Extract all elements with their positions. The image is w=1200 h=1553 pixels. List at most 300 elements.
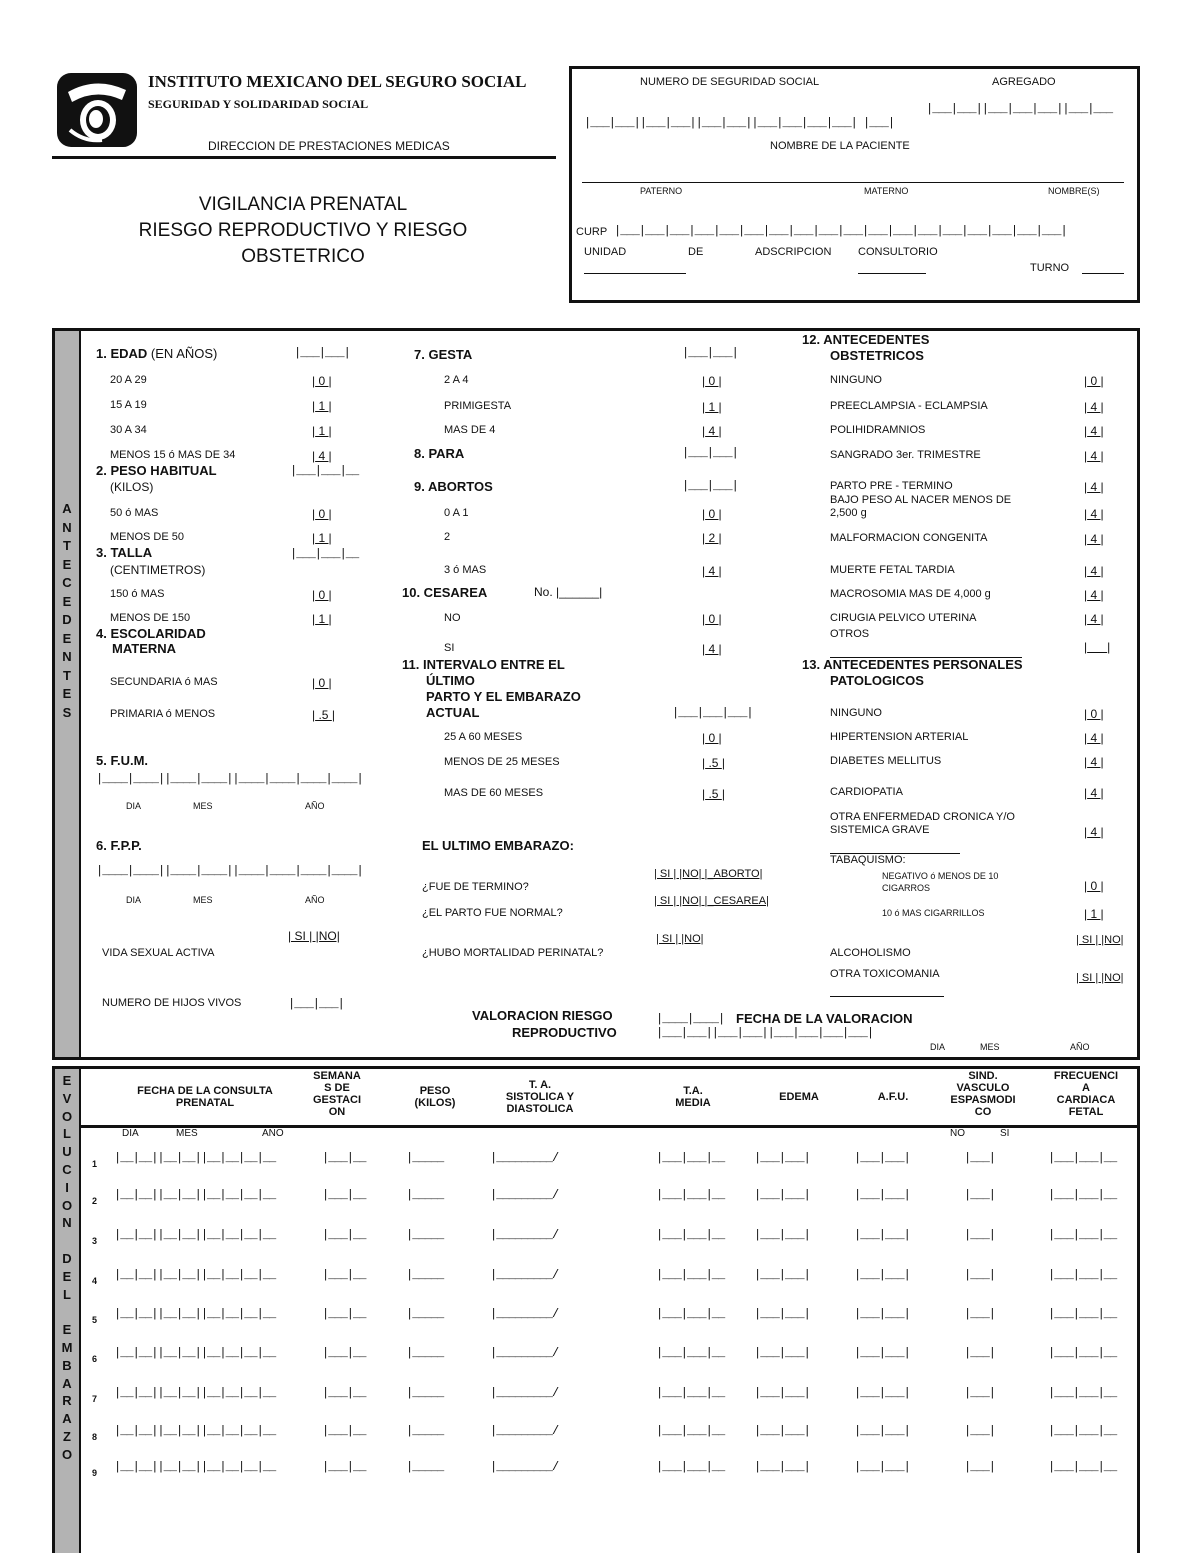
peso-option-code-1-value: 1 [315,531,329,545]
pers-option-code-2[interactable]: | 4 | [1084,755,1104,769]
escolaridad-title-1: 4. ESCOLARIDAD [96,626,206,641]
evol-no: NO [950,1128,965,1139]
materno-label: MATERNO [864,186,909,196]
q-termino: ¿FUE DE TERMINO? [422,881,529,893]
pers-option-code-0[interactable]: | 0 | [1084,707,1104,721]
edad-option-label-2: 30 A 34 [110,424,147,436]
obst-option-code-5-value: 4 [1087,507,1101,521]
patient-name-label: NOMBRE DE LA PACIENTE [770,140,910,152]
obst-option-code-3[interactable]: | 4 | [1084,449,1104,463]
talla-option-label-0: 150 ó MAS [110,588,165,600]
vida-sexual-options[interactable]: | SI | |NO| [288,929,340,943]
adscripcion-label: ADSCRIPCION [755,246,832,258]
evol-sind-field[interactable]: |___| [964,1460,996,1474]
evol-ta-field[interactable]: |_________/ [490,1424,559,1438]
valoracion-title-1: VALORACION RIESGO [472,1008,613,1023]
tabaquismo-option-code-0-value: 0 [1087,879,1101,893]
gesta-option-label-0: 2 A 4 [444,374,469,386]
gesta-option-code-2-value: 4 [705,424,719,438]
nss-field[interactable]: |___|___||___|___||___|___||___|___|___|___| |___| [584,116,895,130]
evol-ta-field[interactable]: |_________/ [490,1346,559,1360]
evol-ta-media-field[interactable]: |___|___|__ [656,1386,725,1400]
evol-fecha-field[interactable]: |__|__||__|__||__|__|__|__ [114,1346,276,1360]
alcoholismo-label: ALCOHOLISMO [830,947,911,959]
evol-edema-field[interactable]: |___|___| [754,1424,810,1438]
evol-peso-field[interactable]: |_____ [406,1307,444,1321]
pers-option-label-1: HIPERTENSION ARTERIAL [830,731,969,743]
fum-title: 5. F.U.M. [96,753,149,768]
pers-title-2: PATOLOGICOS [830,673,924,688]
escolaridad-option-code-1[interactable]: | .5 | [312,708,335,722]
form-title [52,192,554,270]
peso-option-code-1[interactable]: | 1 | [312,531,332,545]
pers-option-label-4: OTRA ENFERMEDAD CRONICA Y/O SISTEMICA GRAVE [830,811,1015,836]
pers-option-code-4-value: 4 [1087,825,1101,839]
evol-peso-field[interactable]: |_____ [406,1268,444,1282]
evol-ta-media-field[interactable]: |___|___|__ [656,1151,725,1165]
intervalo-option-label-0: 25 A 60 MESES [444,731,523,743]
obst-option-code-6[interactable]: | 4 | [1084,532,1104,546]
col-ta-header: T. A. SISTOLICA Y DIASTOLICA [505,1079,575,1115]
intervalo-title-2: ÚLTIMO [426,673,475,688]
edad-option-code-0[interactable]: | 0 | [312,374,332,388]
antecedentes-sidebar-edge [79,331,81,1057]
gesta-option-label-1: PRIMIGESTA [444,400,512,412]
edad-option-code-2[interactable]: | 1 | [312,424,332,438]
obst-option-code-9-value: 4 [1087,612,1101,626]
evol-peso-field[interactable]: |_____ [406,1460,444,1474]
vida-sexual-label: VIDA SEXUAL ACTIVA [102,947,215,959]
turno-field[interactable] [1082,273,1124,274]
nss-label: NUMERO DE SEGURIDAD SOCIAL [640,76,820,88]
q-parto-normal: ¿EL PARTO FUE NORMAL? [422,907,563,919]
col-peso-header: PESO (KILOS) [414,1085,456,1109]
otros-label: OTROS [830,628,870,640]
evol-semanas-field[interactable]: |___|__ [322,1188,366,1202]
edad-heading [96,346,217,361]
intervalo-title-4: ACTUAL [426,705,480,720]
para-title: 8. PARA [414,446,465,461]
gesta-title: 7. GESTA [414,347,473,362]
peso-field[interactable]: |___|___|__ [290,464,359,478]
evol-ta-field[interactable]: |_________/ [490,1386,559,1400]
evol-afu-field[interactable]: |___|___| [854,1151,910,1165]
escolaridad-option-code-0[interactable]: | 0 | [312,676,332,690]
evol-ta-field[interactable]: |_________/ [490,1151,559,1165]
intervalo-field[interactable]: |___|___|___| [672,706,753,720]
obst-option-code-7[interactable]: | 4 | [1084,564,1104,578]
talla-option-code-0[interactable]: | 0 | [312,588,332,602]
fpp-mes: MES [193,895,213,905]
evol-ta-field[interactable]: |_________/ [490,1460,559,1474]
evol-row-number: 9 [92,1468,98,1478]
edad-option-label-1: 15 A 19 [110,399,147,411]
q-mortalidad-options[interactable]: | SI | |NO| [656,933,704,945]
toxicomania-line[interactable] [830,996,944,997]
obst-option-code-0-value: 0 [1087,374,1101,388]
nombre-label: NOMBRE(S) [1048,186,1100,196]
edad-option-code-1[interactable]: | 1 | [312,399,332,413]
pers-option-code-1[interactable]: | 4 | [1084,731,1104,745]
evol-sind-field[interactable]: |___| [964,1424,996,1438]
evol-edema-field[interactable]: |___|___| [754,1346,810,1360]
gesta-option-code-1-value: 1 [705,400,719,414]
edad-option-label-3: MENOS 15 ó MAS DE 34 [110,449,236,461]
header-divider [52,156,556,159]
evol-afu-field[interactable]: |___|___| [854,1346,910,1360]
obst-option-code-2[interactable]: | 4 | [1084,424,1104,438]
obst-option-label-8: MACROSOMIA MAS DE 4,000 g [830,588,991,600]
evol-fecha-field[interactable]: |__|__||__|__||__|__|__|__ [114,1268,276,1282]
abortos-option-label-1: 2 [444,531,451,543]
obst-option-label-4: PARTO PRE - TERMINO [830,480,953,492]
valoracion-field[interactable]: |____|____| [656,1012,725,1026]
evol-fecha-field[interactable]: |__|__||__|__||__|__|__|__ [114,1307,276,1321]
obst-option-label-5: BAJO PESO AL NACER MENOS DE 2,500 g [830,494,1012,519]
intervalo-option-code-2[interactable]: | .5 | [702,787,725,801]
talla-option-code-0-value: 0 [315,588,329,602]
intervalo-option-code-1[interactable]: | .5 | [702,756,725,770]
evol-ta-media-field[interactable]: |___|___|__ [656,1424,725,1438]
col-semanas-header: SEMANA S DE GESTACI ON [312,1070,362,1118]
cesarea-option-code-0-value: 0 [705,612,719,626]
evol-fecha-field[interactable]: |__|__||__|__||__|__|__|__ [114,1188,276,1202]
evol-mes: MES [176,1128,198,1139]
evol-afu-field[interactable]: |___|___| [854,1307,910,1321]
fpp-title: 6. F.P.P. [96,838,142,853]
evol-frec-field[interactable]: |___|___|__ [1048,1346,1117,1360]
evol-row-number: 3 [92,1236,98,1246]
consultorio-field[interactable] [858,273,926,274]
q-parto-normal-options[interactable]: | SI | |NO| |_CESAREA| [654,895,769,907]
alcoholismo-options[interactable]: | SI | |NO| [1076,934,1124,946]
obst-option-label-9: CIRUGIA PELVICO UTERINA [830,612,977,624]
evol-dia: DIA [122,1128,139,1139]
abortos-field[interactable]: |___|___| [682,479,738,493]
evol-edema-field[interactable]: |___|___| [754,1460,810,1474]
obst-title-1: 12. ANTECEDENTES [802,332,930,347]
evol-peso-field[interactable]: |_____ [406,1424,444,1438]
fpp-anio: AÑO [305,895,325,905]
evol-semanas-field[interactable]: |___|__ [322,1268,366,1282]
evol-semanas-field[interactable]: |___|__ [322,1151,366,1165]
abortos-title: 9. ABORTOS [414,479,493,494]
abortos-option-code-0[interactable]: | 0 | [702,507,722,521]
col-fecha-header: FECHA DE LA CONSULTA PRENATAL [137,1085,273,1109]
fpp-dia: DIA [126,895,142,905]
obst-option-code-8-value: 4 [1087,588,1101,602]
evol-semanas-field[interactable]: |___|__ [322,1346,366,1360]
evol-frec-field[interactable]: |___|___|__ [1048,1228,1117,1242]
intervalo-title-3: PARTO Y EL EMBARAZO [426,689,581,704]
evol-anio: AÑO [262,1128,284,1139]
evol-sind-field[interactable]: |___| [964,1151,996,1165]
pers-option-code-2-value: 4 [1087,755,1101,769]
fum-mes: MES [193,801,213,811]
edad-title: 1. EDAD [96,346,148,361]
evol-ta-media-field[interactable]: |___|___|__ [656,1188,725,1202]
antecedentes-side-label: A N T E C E D E N T E S [62,501,72,720]
q-mortalidad: ¿HUBO MORTALIDAD PERINATAL? [422,947,604,959]
obst-option-label-0: NINGUNO [830,374,882,386]
obst-option-code-4[interactable]: | 4 | [1084,480,1104,494]
talla-title: 3. TALLA [96,545,153,560]
peso-option-label-0: 50 ó MAS [110,507,159,519]
evol-ta-field[interactable]: |_________/ [490,1307,559,1321]
intervalo-option-code-0[interactable]: | 0 | [702,731,722,745]
evol-sind-field[interactable]: |___| [964,1307,996,1321]
evol-fecha-field[interactable]: |__|__||__|__||__|__|__|__ [114,1424,276,1438]
evol-ta-field[interactable]: |_________/ [490,1268,559,1282]
intervalo-option-code-2-value: .5 [705,787,722,801]
direction-label: DIRECCION DE PRESTACIONES MEDICAS [208,139,450,153]
valoracion-dia: DIA [930,1042,946,1052]
evol-si: SI [1000,1128,1010,1139]
obst-option-code-2-value: 4 [1087,424,1101,438]
col-sind-header: SIND. VASCULO ESPASMODI CO [950,1070,1016,1118]
edad-subtitle: (EN AÑOS) [150,346,218,361]
evol-fecha-field[interactable]: |__|__||__|__||__|__|__|__ [114,1151,276,1165]
evol-semanas-field[interactable]: |___|__ [322,1307,366,1321]
institution-name: INSTITUTO MEXICANO DEL SEGURO SOCIAL [148,72,527,91]
curp-field[interactable]: |___|___|___|___|___|___|___|___|___|___|___|___|___|___|___|___|___|___| [614,224,1067,238]
q-termino-options[interactable]: | SI | |NO| |_ABORTO| [654,868,763,880]
peso-option-code-0[interactable]: | 0 | [312,507,332,521]
evol-fecha-field[interactable]: |__|__||__|__||__|__|__|__ [114,1228,276,1242]
tabaquismo-option-code-1-value: 1 [1087,907,1101,921]
evol-row-number: 6 [92,1354,98,1364]
imss-logo [56,72,138,148]
tabaquismo-label: TABAQUISMO: [830,854,906,866]
peso-option-label-1: MENOS DE 50 [110,531,184,543]
evol-ta-media-field[interactable]: |___|___|__ [656,1268,725,1282]
evol-row-number: 1 [92,1159,98,1169]
pers-option-label-3: CARDIOPATIA [830,786,903,798]
evol-row-number: 4 [92,1276,98,1286]
evol-peso-field[interactable]: |_____ [406,1386,444,1400]
evol-row-number: 2 [92,1196,98,1206]
col-frec-header: FRECUENCI A CARDIACA FETAL [1053,1070,1119,1118]
pers-option-code-4[interactable]: | 4 | [1084,825,1104,839]
evol-row-number: 5 [92,1315,98,1325]
evol-fecha-field[interactable]: |__|__||__|__||__|__|__|__ [114,1386,276,1400]
abortos-option-code-2[interactable]: | 4 | [702,564,722,578]
abortos-option-label-2: 3 ó MAS [444,564,487,576]
para-field[interactable]: |___|___| [682,446,738,460]
evol-afu-field[interactable]: |___|___| [854,1188,910,1202]
evol-peso-field[interactable]: |_____ [406,1346,444,1360]
edad-field[interactable]: |___|___| [294,346,350,360]
gesta-option-code-1[interactable]: | 1 | [702,400,722,414]
abortos-option-code-0-value: 0 [705,507,719,521]
evol-ta-field[interactable]: |_________/ [490,1188,559,1202]
evol-afu-field[interactable]: |___|___| [854,1228,910,1242]
talla-option-code-1[interactable]: | 1 | [312,612,332,626]
obst-option-code-6-value: 4 [1087,532,1101,546]
evol-row-number: 8 [92,1432,98,1442]
evol-semanas-field[interactable]: |___|__ [322,1386,366,1400]
obst-title-2: OBSTETRICOS [830,348,924,363]
edad-option-code-2-value: 1 [315,424,329,438]
evol-frec-field[interactable]: |___|___|__ [1048,1424,1117,1438]
evol-peso-field[interactable]: |_____ [406,1228,444,1242]
cesarea-option-code-1-value: 4 [705,642,719,656]
col-edema-header: EDEMA [779,1091,819,1103]
edad-option-code-3[interactable]: | 4 | [312,449,332,463]
pers-title-1: 13. ANTECEDENTES PERSONALES [802,657,1023,672]
cesarea-option-label-1: SI [444,642,455,654]
pers-option-code-3[interactable]: | 4 | [1084,786,1104,800]
evol-fecha-field[interactable]: |__|__||__|__||__|__|__|__ [114,1460,276,1474]
title-line-3: OBSTETRICO [241,246,365,267]
evol-semanas-field[interactable]: |___|__ [322,1460,366,1474]
gesta-option-code-2[interactable]: | 4 | [702,424,722,438]
obst-option-label-7: MUERTE FETAL TARDIA [830,564,955,576]
unidad-field[interactable] [584,273,686,274]
consultorio-label: CONSULTORIO [858,246,938,258]
cesarea-title: 10. CESAREA [402,585,488,600]
talla-option-label-1: MENOS DE 150 [110,612,191,624]
cesarea-option-code-0[interactable]: | 0 | [702,612,722,626]
agregado-field[interactable]: |___|___||___|___|___||___|___ [926,102,1113,116]
escolaridad-title-2: MATERNA [112,641,177,656]
title-line-2: RIESGO REPRODUCTIVO Y RIESGO [138,220,468,241]
evol-ta-media-field[interactable]: |___|___|__ [656,1228,725,1242]
talla-field[interactable]: |___|___|__ [290,547,359,561]
evol-peso-field[interactable]: |_____ [406,1188,444,1202]
edad-option-code-0-value: 0 [315,374,329,388]
obst-option-label-6: MALFORMACION CONGENITA [830,532,988,544]
evol-afu-field[interactable]: |___|___| [854,1460,910,1474]
evol-frec-field[interactable]: |___|___|__ [1048,1151,1117,1165]
evol-ta-media-field[interactable]: |___|___|__ [656,1307,725,1321]
obst-option-code-0[interactable]: | 0 | [1084,374,1104,388]
intervalo-option-label-2: MAS DE 60 MESES [444,787,544,799]
ultimo-embarazo-title: EL ULTIMO EMBARAZO: [422,838,574,853]
tabaquismo-option-code-1[interactable]: | 1 | [1084,907,1104,921]
paterno-label: PATERNO [640,186,683,196]
evolucion-sidebar-edge [79,1069,81,1553]
evol-frec-field[interactable]: |___|___|__ [1048,1307,1117,1321]
fecha-valoracion-field[interactable]: |___|___||___|___||___|___|___|___| [656,1026,874,1040]
pers-option-code-3-value: 4 [1087,786,1101,800]
talla-option-code-1-value: 1 [315,612,329,626]
hijos-vivos-field[interactable]: |___|___| [288,997,344,1011]
intervalo-option-label-1: MENOS DE 25 MESES [444,756,560,768]
hijos-vivos-label: NUMERO DE HIJOS VIVOS [102,997,242,1009]
evol-afu-field[interactable]: |___|___| [854,1424,910,1438]
fpp-field[interactable]: |____|____||____|____||____|____|____|____| [96,864,363,878]
obst-option-code-8[interactable]: | 4 | [1084,588,1104,602]
tabaquismo-option-code-0[interactable]: | 0 | [1084,879,1104,893]
evolucion-header-divider [81,1125,1137,1128]
de-label: DE [688,246,704,258]
cesarea-option-code-1[interactable]: | 4 | [702,642,722,656]
intervalo-title-1: 11. INTERVALO ENTRE EL [402,657,565,672]
evol-edema-field[interactable]: |___|___| [754,1268,810,1282]
evol-peso-field[interactable]: |_____ [406,1151,444,1165]
edad-option-code-1-value: 1 [315,399,329,413]
evol-edema-field[interactable]: |___|___| [754,1151,810,1165]
gesta-field[interactable]: |___|___| [682,346,738,360]
obst-option-code-7-value: 4 [1087,564,1101,578]
tabaquismo-option-label-1: 10 ó MAS CIGARRILLOS [882,908,985,918]
escolaridad-option-code-1-value: .5 [315,708,332,722]
gesta-option-code-0[interactable]: | 0 | [702,374,722,388]
peso-title: 2. PESO HABITUAL [96,463,217,478]
intervalo-option-code-1-value: .5 [705,756,722,770]
evol-edema-field[interactable]: |___|___| [754,1386,810,1400]
evol-afu-field[interactable]: |___|___| [854,1268,910,1282]
evol-edema-field[interactable]: |___|___| [754,1228,810,1242]
name-line[interactable] [582,182,1124,183]
evol-edema-field[interactable]: |___|___| [754,1307,810,1321]
tabaquismo-line [830,853,960,854]
fum-anio: AÑO [305,801,325,811]
evol-frec-field[interactable]: |___|___|__ [1048,1386,1117,1400]
pers-option-code-1-value: 4 [1087,731,1101,745]
evol-frec-field[interactable]: |___|___|__ [1048,1460,1117,1474]
obst-option-code-1[interactable]: | 4 | [1084,400,1104,414]
evol-row-number: 7 [92,1394,98,1404]
abortos-option-code-1[interactable]: | 2 | [702,531,722,545]
evol-ta-media-field[interactable]: |___|___|__ [656,1346,725,1360]
evol-semanas-field[interactable]: |___|__ [322,1424,366,1438]
evol-sind-field[interactable]: |___| [964,1268,996,1282]
intervalo-option-code-0-value: 0 [705,731,719,745]
fum-field[interactable]: |____|____||____|____||____|____|____|____| [96,772,363,786]
toxicomania-options[interactable]: | SI | |NO| [1076,972,1124,984]
evol-frec-field[interactable]: |___|___|__ [1048,1268,1117,1282]
fum-dia: DIA [126,801,142,811]
obst-option-code-4-value: 4 [1087,480,1101,494]
curp-label: CURP [576,226,608,238]
otros-code[interactable]: | | [1084,640,1111,654]
cesarea-option-label-0: NO [444,612,461,624]
agregado-label: AGREGADO [992,76,1056,88]
evol-semanas-field[interactable]: |___|__ [322,1228,366,1242]
evol-sind-field[interactable]: |___| [964,1386,996,1400]
obst-option-code-5[interactable]: | 4 | [1084,507,1104,521]
evol-sind-field[interactable]: |___| [964,1228,996,1242]
evol-ta-field[interactable]: |_________/ [490,1228,559,1242]
obst-option-code-3-value: 4 [1087,449,1101,463]
obst-option-code-1-value: 4 [1087,400,1101,414]
evol-afu-field[interactable]: |___|___| [854,1386,910,1400]
abortos-option-code-2-value: 4 [705,564,719,578]
escolaridad-option-label-0: SECUNDARIA ó MAS [110,676,218,688]
evol-ta-media-field[interactable]: |___|___|__ [656,1460,725,1474]
pers-option-label-2: DIABETES MELLITUS [830,755,942,767]
valoracion-mes: MES [980,1042,1000,1052]
evol-sind-field[interactable]: |___| [964,1188,996,1202]
obst-option-label-3: SANGRADO 3er. TRIMESTRE [830,449,981,461]
evol-sind-field[interactable]: |___| [964,1346,996,1360]
evolucion-side-label: E V O L U C I O N D E L E M B A R A Z O [61,1073,73,1462]
obst-option-code-9[interactable]: | 4 | [1084,612,1104,626]
evol-edema-field[interactable]: |___|___| [754,1188,810,1202]
institution-slogan: SEGURIDAD Y SOLIDARIDAD SOCIAL [148,97,369,111]
peso-subtitle: (KILOS) [110,480,154,494]
gesta-option-label-2: MAS DE 4 [444,424,496,436]
evol-frec-field[interactable]: |___|___|__ [1048,1188,1117,1202]
obst-option-label-2: POLIHIDRAMNIOS [830,424,926,436]
talla-subtitle: (CENTIMETROS) [110,563,206,577]
col-ta-media-header: T.A. MEDIA [675,1085,711,1109]
cesarea-number-field[interactable]: No. |______| [534,585,603,599]
valoracion-anio: AÑO [1070,1042,1090,1052]
col-afu-header: A.F.U. [877,1091,909,1103]
